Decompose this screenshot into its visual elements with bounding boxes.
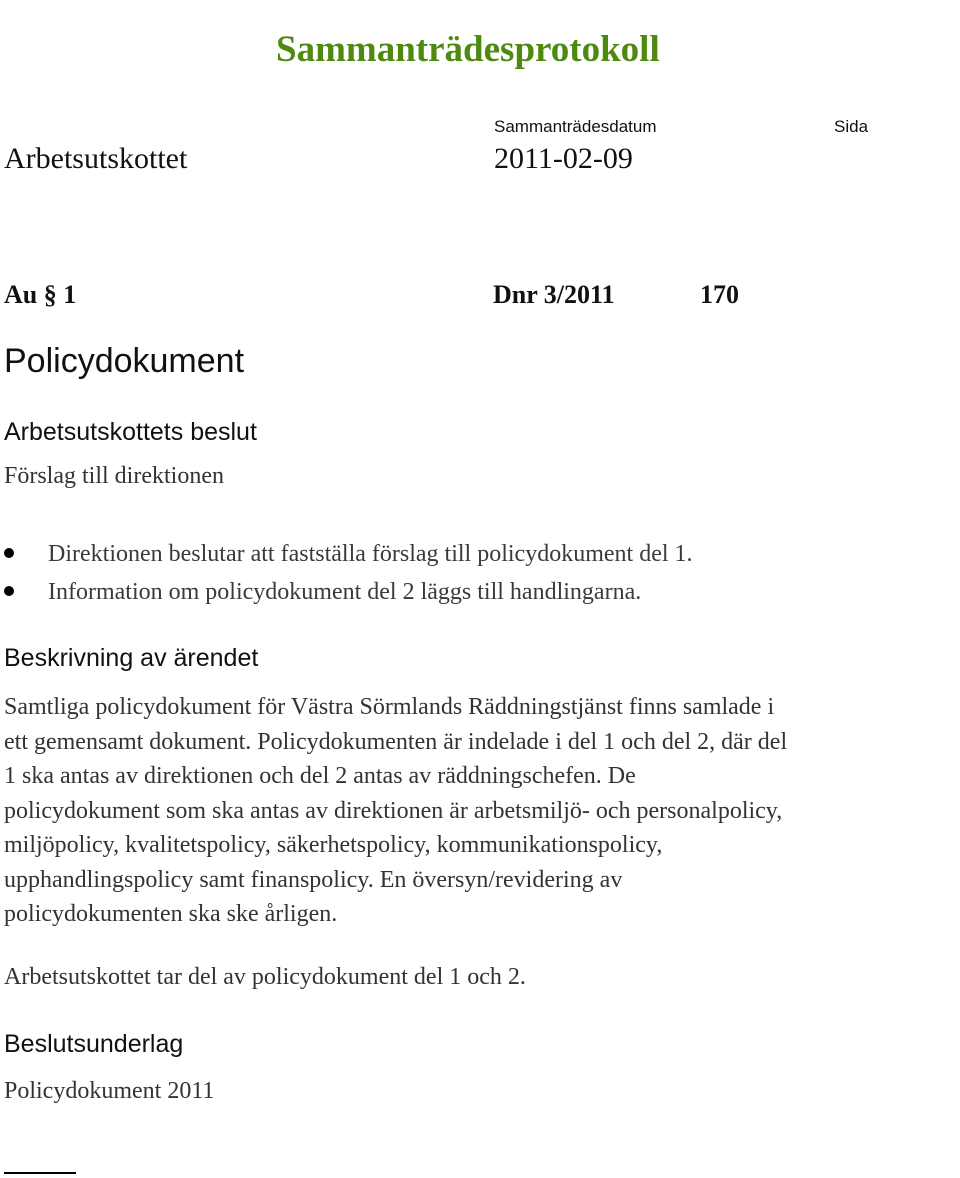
description-line: policydokumenten ska ske årligen. — [4, 901, 338, 927]
cropped-header-remnant — [660, 0, 780, 4]
bullet-icon — [4, 586, 14, 596]
decision-list — [0, 536, 693, 612]
description-line: upphandlingspolicy samt finanspolicy. En översyn/revidering av — [4, 866, 623, 893]
description-line: ett gemensamt dokument. Policydokumenten är indelade i del 1 och del 2, där del — [4, 728, 788, 755]
page-heading: Policydokument — [4, 342, 245, 380]
item-number: Au § 1 — [4, 280, 77, 309]
list-item-text: Direktionen beslutar att fastställa förslag till policydokument del 1. — [48, 541, 693, 567]
footer-rule — [4, 1172, 76, 1174]
list-item-text: Information om policydokument del 2 läggs till handlingarna. — [48, 579, 642, 605]
description-heading: Beskrivning av ärendet — [4, 644, 259, 672]
page-number: 170 — [700, 280, 739, 309]
basis-heading: Beslutsunderlag — [4, 1030, 184, 1058]
meeting-date: 2011-02-09 — [494, 142, 633, 175]
closing-statement: Arbetsutskottet tar del av policydokument del 1 och 2. — [4, 964, 526, 990]
decision-heading: Arbetsutskottets beslut — [4, 418, 257, 446]
description-body — [4, 690, 960, 932]
list-item — [0, 574, 693, 612]
decision-intro: Förslag till direktionen — [4, 463, 224, 489]
meeting-date-label: Sammanträdesdatum — [494, 117, 657, 136]
basis-text: Policydokument 2011 — [4, 1078, 215, 1104]
registration-number: Dnr 3/2011 — [493, 280, 615, 309]
document-title: Sammanträdesprotokoll — [276, 29, 660, 70]
description-line: policydokument som ska antas av direktionen är arbetsmiljö- och personalpolicy, — [4, 797, 783, 824]
description-line: miljöpolicy, kvalitetspolicy, säkerhetspolicy, kommunikationspolicy, — [4, 832, 663, 858]
description-line: 1 ska antas av direktionen och del 2 antas av räddningschefen. De — [4, 763, 636, 789]
list-item — [0, 536, 693, 574]
committee-name: Arbetsutskottet — [4, 142, 188, 175]
bullet-icon — [4, 548, 14, 558]
page-label: Sida — [834, 117, 869, 136]
description-line: Samtliga policydokument för Västra Sörmlands Räddningstjänst finns samlade i — [4, 694, 775, 720]
